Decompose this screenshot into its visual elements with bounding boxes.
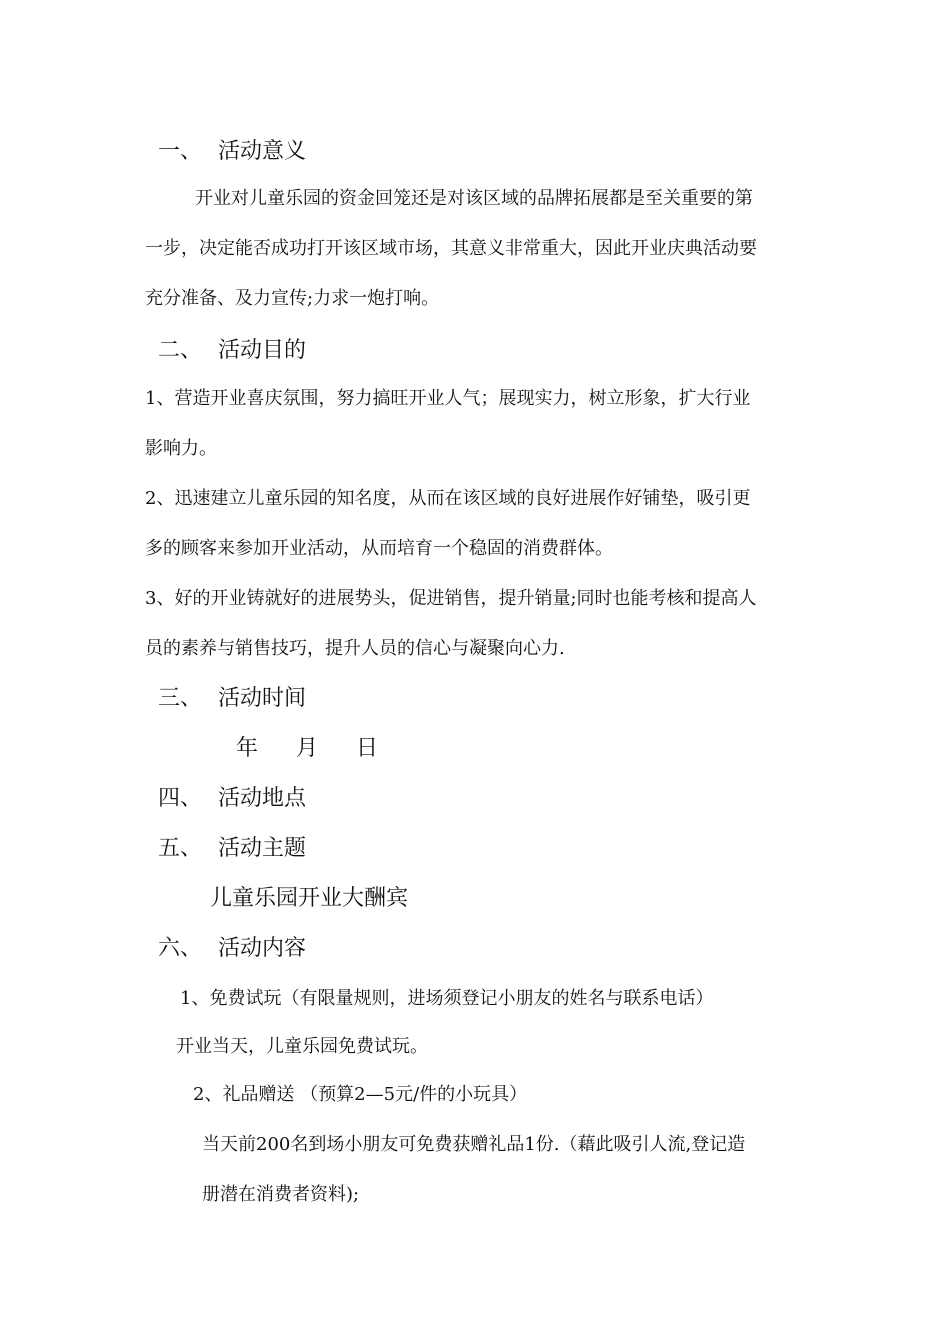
section-title: 活动意义 [218, 139, 307, 164]
section-number: 六、 [158, 936, 203, 961]
section-title: 活动时间 [218, 686, 307, 711]
date-year: 年 [236, 736, 259, 761]
list-item-line: 影响力。 [145, 438, 217, 459]
content-item-desc: 册潜在消费者资料); [202, 1184, 360, 1205]
section-heading-time [158, 684, 306, 714]
section-number: 三、 [158, 686, 203, 711]
content-item-desc: 开业当天，儿童乐园免费试玩。 [176, 1036, 428, 1057]
section-title: 活动主题 [218, 836, 307, 861]
list-item-line: 1、营造开业喜庆氛围，努力搞旺开业人气；展现实力，树立形象，扩大行业 [145, 388, 751, 409]
section-number: 四、 [158, 786, 203, 811]
paragraph-line: 一步，决定能否成功打开该区域市场，其意义非常重大，因此开业庆典活动要 [145, 238, 757, 259]
section-title: 活动内容 [218, 936, 307, 961]
list-item-line: 多的顾客来参加开业活动，从而培育一个稳固的消费群体。 [145, 538, 613, 559]
event-date [236, 734, 378, 764]
content-item-desc: 当天前200名到场小朋友可免费获赠礼品1份.（藉此吸引人流,登记造 [202, 1134, 746, 1155]
paragraph-line: 开业对儿童乐园的资金回笼还是对该区域的品牌拓展都是至关重要的第 [195, 188, 753, 209]
content-item-title: 2、礼品赠送 （预算2—5元/件的小玩具） [193, 1084, 528, 1105]
event-theme: 儿童乐园开业大酬宾 [210, 886, 409, 911]
content-item-title: 1、免费试玩（有限量规则，进场须登记小朋友的姓名与联系电话） [180, 988, 714, 1009]
section-title: 活动目的 [218, 338, 307, 363]
list-item-line: 2、迅速建立儿童乐园的知名度，从而在该区域的良好进展作好铺垫，吸引更 [145, 488, 751, 509]
section-heading-goal [158, 336, 306, 366]
date-month: 月 [296, 736, 319, 761]
section-heading-content [158, 934, 306, 964]
section-heading-location [158, 784, 306, 814]
section-number: 二、 [158, 338, 203, 363]
list-item-line: 3、好的开业铸就好的进展势头，促进销售，提升销量;同时也能考核和提高人 [145, 588, 757, 609]
section-title: 活动地点 [218, 786, 307, 811]
paragraph-line: 充分准备、及力宣传;力求一炮打响。 [145, 288, 440, 309]
date-day: 日 [356, 736, 379, 761]
section-number: 五、 [158, 836, 203, 861]
list-item-line: 员的素养与销售技巧，提升人员的信心与凝聚向心力. [145, 638, 565, 659]
section-number: 一、 [158, 139, 203, 164]
section-heading-theme [158, 834, 306, 864]
section-heading-meaning [158, 137, 306, 167]
